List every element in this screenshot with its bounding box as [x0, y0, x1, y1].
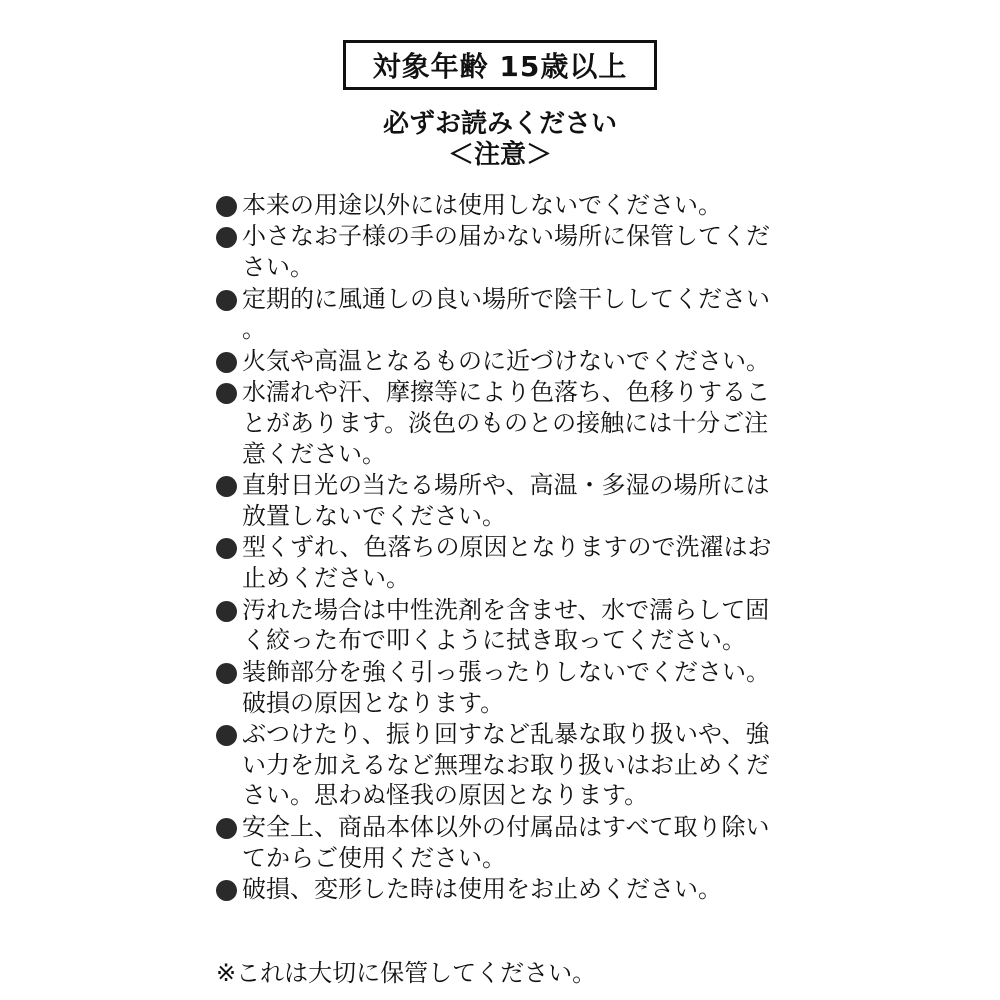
- age-rating-label: 対象年齢 15歳以上: [372, 50, 628, 83]
- caution-item: [216, 657, 786, 719]
- age-rating-box: [343, 40, 657, 90]
- caution-text: 型くずれ、色落ちの原因となりますので洗濯はお止めください。: [242, 533, 772, 593]
- caution-item: [216, 812, 786, 874]
- caution-text: 破損、変形した時は使用をお止めください。: [242, 875, 722, 904]
- bullet-icon: [216, 663, 237, 684]
- caution-text: 直射日光の当たる場所や、高温・多湿の場所には放置しないでください。: [242, 471, 770, 530]
- caution-text: 小さなお子様の手の届かない場所に保管してください。: [242, 222, 770, 282]
- caution-item: [216, 874, 786, 905]
- caution-text: 安全上、商品本体以外の付属品はすべて取り除いてからご使用ください。: [242, 812, 770, 872]
- caution-item: [216, 190, 786, 221]
- bullet-icon: [216, 725, 237, 746]
- bullet-icon: [216, 476, 237, 497]
- caution-item: [216, 346, 786, 377]
- caution-subheading: ＜注意＞: [447, 140, 552, 170]
- caution-item: [216, 284, 786, 346]
- bullet-icon: [216, 352, 237, 373]
- caution-text: 定期的に風通しの良い場所で陰干ししてください。: [242, 284, 770, 344]
- caution-text: 装飾部分を強く引っ張ったりしないでください。破損の原因となります。: [242, 657, 770, 717]
- caution-list: [216, 190, 786, 905]
- storage-footnote: ※これは大切に保管してください。: [216, 959, 597, 987]
- bullet-icon: [216, 383, 237, 404]
- notice-heading: 必ずお読みください: [382, 109, 617, 139]
- bullet-icon: [216, 601, 237, 622]
- caution-item: [216, 719, 786, 811]
- caution-text: 水濡れや汗、摩擦等により色落ち、色移りすることがあります。淡色のものとの接触には十分ご注意ください。: [242, 378, 770, 468]
- caution-text: 火気や高温となるものに近づけないでください。: [242, 346, 770, 375]
- caution-item: [216, 532, 786, 594]
- bullet-icon: [216, 196, 237, 217]
- caution-item: [216, 377, 786, 469]
- caution-text: ぶつけたり、振り回すなど乱暴な取り扱いや、強い力を加えるなど無理なお取り扱いはお止めください。思わぬ怪我の原因となります。: [242, 719, 770, 810]
- bullet-icon: [216, 538, 237, 559]
- caution-item: [216, 595, 786, 657]
- bullet-icon: [216, 818, 237, 839]
- bullet-icon: [216, 290, 237, 311]
- caution-item: [216, 221, 786, 283]
- bullet-icon: [216, 880, 237, 901]
- caution-text: 汚れた場合は中性洗剤を含ませ、水で濡らして固く絞った布で叩くように拭き取ってください。: [242, 595, 770, 655]
- caution-text: 本来の用途以外には使用しないでください。: [242, 191, 722, 219]
- caution-item: [216, 470, 786, 532]
- bullet-icon: [216, 227, 237, 248]
